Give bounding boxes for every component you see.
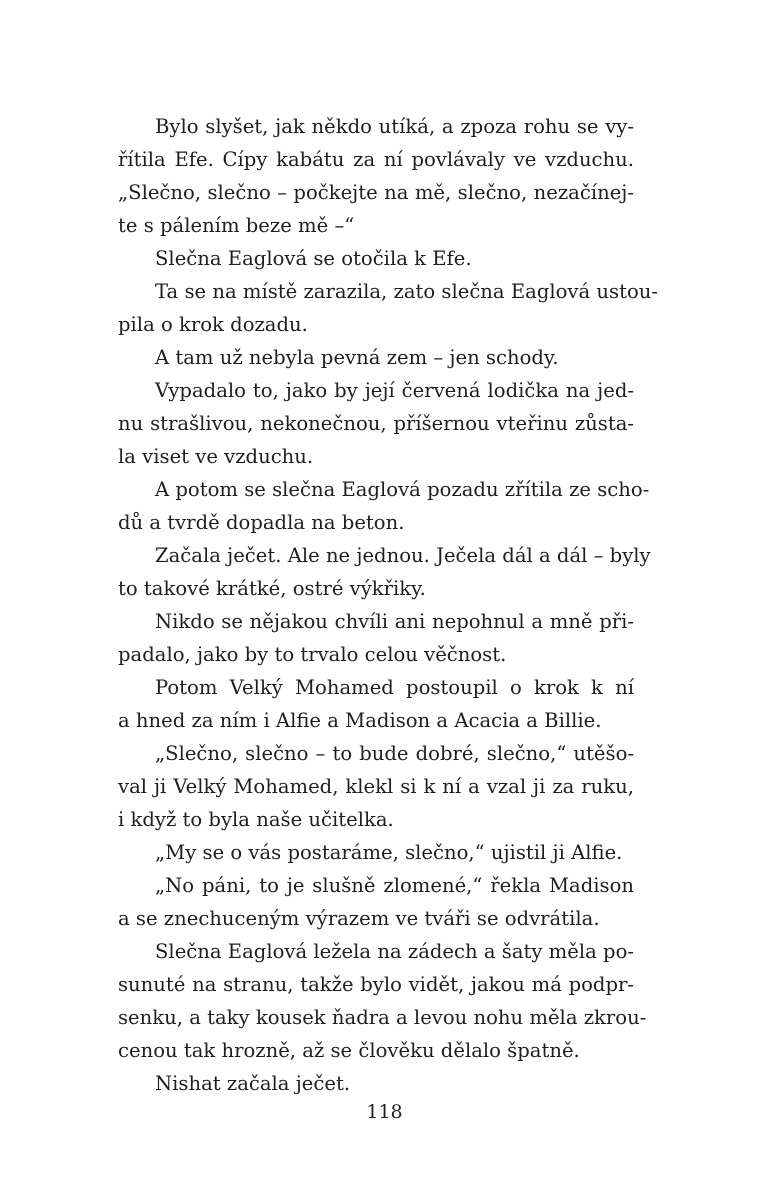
text-line: Potom Velký Mohamed postoupil o krok k ní [155, 676, 634, 699]
paragraph [118, 110, 634, 242]
text-line: Ta se na místě zarazila, zato slečna Eaglová ustou- [155, 280, 658, 303]
paragraph [118, 869, 634, 935]
text-line: „Slečno, slečno – to bude dobré, slečno,“ utěšo- [155, 742, 634, 765]
page-number: 118 [366, 1101, 403, 1123]
text-line: A potom se slečna Eaglová pozadu zřítila ze scho- [155, 478, 650, 501]
text-line: řítila Efe. Cípy kabátu za ní povlávaly ve vzduchu. [118, 148, 634, 171]
text-line: Slečna Eaglová ležela na zádech a šaty měla po- [155, 940, 634, 963]
text-line: to takové krátké, ostré výkřiky. [118, 577, 426, 600]
paragraph [118, 539, 651, 605]
text-line: nu strašlivou, nekonečnou, příšernou vteřinu zůsta- [118, 412, 634, 435]
text-line: dů a tvrdě dopadla na beton. [118, 511, 405, 534]
paragraph [118, 671, 634, 737]
text-line: i když to byla naše učitelka. [118, 808, 394, 831]
text-line: pila o krok dozadu. [118, 313, 308, 336]
text-line: te s pálením beze mě –“ [118, 214, 355, 237]
text-line: cenou tak hrozně, až se člověku dělalo špatně. [118, 1039, 580, 1062]
text-line: Vypadalo to, jako by její červená lodička na jed- [155, 379, 634, 402]
body-text [118, 110, 658, 1100]
text-line: senku, a taky kousek ňadra a levou nohu měla zkrou- [118, 1006, 647, 1029]
paragraph [118, 1067, 634, 1100]
paragraph [118, 275, 658, 341]
paragraph [118, 605, 634, 671]
paragraph [118, 242, 634, 275]
text-line: „My se o vás postaráme, slečno,“ ujistil ji Alfie. [155, 841, 623, 864]
text-line: Nikdo se nějakou chvíli ani nepohnul a mně při- [155, 610, 634, 633]
paragraph [118, 473, 650, 539]
text-line: padalo, jako by to trvalo celou věčnost. [118, 643, 507, 666]
paragraph [118, 341, 634, 374]
text-line: val ji Velký Mohamed, klekl si k ní a vzal ji za ruku, [118, 775, 634, 798]
text-line: Nishat začala ječet. [155, 1072, 351, 1095]
paragraph [118, 935, 647, 1067]
paragraph [118, 737, 634, 836]
text-line: la viset ve vzduchu. [118, 445, 314, 468]
text-line: Slečna Eaglová se otočila k Efe. [155, 247, 472, 270]
text-line: Bylo slyšet, jak někdo utíká, a zpoza rohu se vy- [155, 115, 634, 138]
text-line: a se znechuceným výrazem ve tváři se odvrátila. [118, 907, 600, 930]
paragraph [118, 836, 634, 869]
text-line: „No páni, to je slušně zlomené,“ řekla Madison [155, 874, 634, 897]
text-line: „Slečno, slečno – počkejte na mě, slečno, nezačínej- [118, 181, 634, 204]
text-line: sunuté na stranu, takže bylo vidět, jakou má podpr- [118, 973, 634, 996]
text-line: A tam už nebyla pevná zem – jen schody. [155, 346, 559, 369]
text-line: a hned za ním i Alfie a Madison a Acacia a Billie. [118, 709, 602, 732]
text-line: Začala ječet. Ale ne jednou. Ječela dál a dál – byly [155, 544, 651, 567]
paragraph [118, 374, 634, 473]
